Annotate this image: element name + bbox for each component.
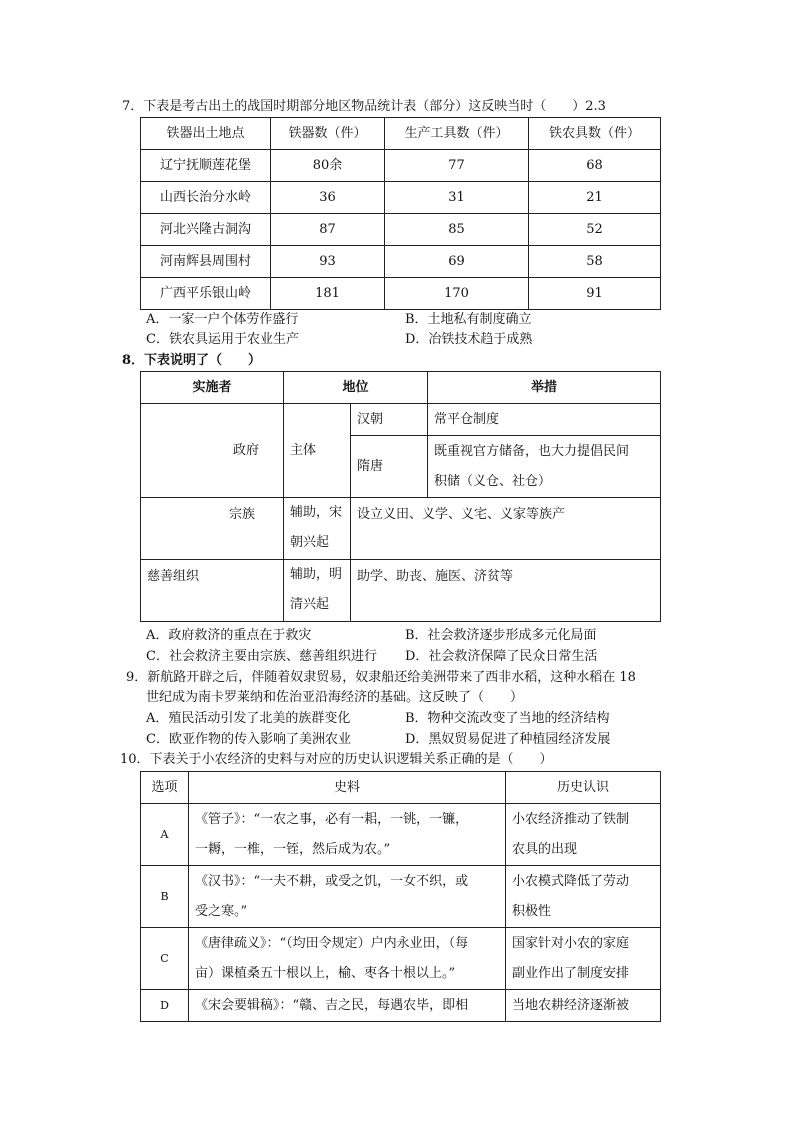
q8-header-cell: 举措: [428, 372, 661, 404]
q7-stem: 7．下表是考古出土的战国时期部分地区物品统计表（部分）这反映当时（ ）2.3: [122, 99, 606, 114]
table-row: [141, 928, 661, 990]
q10-source-cell: [189, 804, 506, 866]
q10-view-cell: [506, 866, 661, 928]
q8-han-measure-cell: 常平仓制度: [428, 404, 661, 436]
q10-view-line: 国家针对小农的家庭: [512, 935, 630, 951]
q10-source-line: 一耨，一椎，一铚，然后成为农。”: [195, 841, 391, 857]
table-row: [141, 498, 661, 560]
q10-source-line: 受之寒。”: [195, 903, 248, 919]
q7-option-a: A．一家一户个体劳作盛行: [146, 312, 299, 327]
q8-table: [140, 371, 661, 622]
q10-source-cell: [189, 866, 506, 928]
table-row: [141, 150, 661, 182]
q8-suitang-measure-cell: [428, 436, 661, 498]
table-cell: 87: [271, 214, 385, 246]
q8-option-d: D．社会救济保障了民众日常生活: [405, 649, 598, 664]
q10-header-row: [141, 772, 661, 804]
table-cell: 河南辉县周围村: [141, 246, 271, 278]
q10-header-cell: 选项: [141, 772, 189, 804]
q10-source-line: 亩）课植桑五十根以上，榆、枣各十根以上。”: [195, 965, 456, 981]
table-row: [141, 404, 661, 436]
q9-option-b: B．物种交流改变了当地的经济结构: [405, 711, 610, 726]
q10-view-line: 小农模式降低了劳动: [512, 873, 630, 889]
q10-view-line: 农具的出现: [512, 841, 578, 857]
q10-view-line: 小农经济推动了铁制: [512, 811, 630, 827]
q8-stem: 8．下表说明了（ ）: [122, 353, 262, 368]
q9-option-d: D．黑奴贸易促进了种植园经济发展: [405, 732, 611, 747]
q8-han-cell: 汉朝: [351, 404, 428, 436]
q10-option-cell: D: [141, 990, 189, 1022]
q10-view-cell: [506, 804, 661, 866]
q10-table: [140, 771, 661, 1022]
q9-stem-line1: 9．新航路开辟之后，伴随着奴隶贸易，奴隶船还给美洲带来了西非水稻，这种水稻在 18: [126, 670, 636, 685]
table-row: [141, 560, 661, 622]
q10-source-line: 《唐律疏义》：“（均田令规定）户内永业田，（每: [195, 935, 469, 951]
q9-option-a: A．殖民活动引发了北美的族群变化: [146, 711, 351, 726]
table-cell: 广西平乐银山岭: [141, 278, 271, 310]
table-cell: 58: [529, 246, 661, 278]
table-row: [141, 214, 661, 246]
q8-option-b: B．社会救济逐步形成多元化局面: [405, 628, 597, 643]
q8-option-a: A．政府救济的重点在于救灾: [146, 628, 312, 643]
q8-suitang-measure-line1: 既重视官方储备，也大力提倡民间: [434, 443, 630, 459]
q10-view-line: 积极性: [512, 903, 552, 919]
q8-clan-status-line2: 朝兴起: [290, 535, 330, 550]
q10-header-cell: 历史认识: [506, 772, 661, 804]
table-cell: 93: [271, 246, 385, 278]
q8-charity-cell: 慈善组织: [141, 560, 284, 622]
q7-header-cell: 生产工具数（件）: [385, 118, 529, 150]
q8-gov-cell: 政府: [141, 404, 284, 498]
q8-header-cell: 实施者: [141, 372, 284, 404]
q8-header-row: [141, 372, 661, 404]
q8-charity-status-cell: [284, 560, 351, 622]
table-cell: 80余: [271, 150, 385, 182]
q9-option-c: C．欧亚作物的传入影响了美洲农业: [146, 732, 351, 747]
q8-gov-status-cell: 主体: [284, 404, 351, 498]
table-row: [141, 278, 661, 310]
q8-clan-cell: 宗族: [141, 498, 284, 560]
q8-option-c: C．社会救济主要由宗族、慈善组织进行: [146, 649, 377, 664]
table-cell: 52: [529, 214, 661, 246]
q10-view-cell: [506, 928, 661, 990]
q10-option-cell: A: [141, 804, 189, 866]
table-row: [141, 866, 661, 928]
q8-clan-measure-cell: 设立义田、义学、义宅、义家等族产: [351, 498, 661, 560]
table-row: [141, 990, 661, 1022]
table-cell: 181: [271, 278, 385, 310]
table-row: [141, 804, 661, 866]
table-cell: 170: [385, 278, 529, 310]
table-cell: 河北兴隆古洞沟: [141, 214, 271, 246]
q8-clan-status-cell: [284, 498, 351, 560]
q8-charity-status-line2: 清兴起: [290, 597, 330, 612]
table-cell: 91: [529, 278, 661, 310]
q7-header-cell: 铁农具数（件）: [529, 118, 661, 150]
q10-source-line: 《管子》：“一农之事，必有一耜，一铫，一镰，: [195, 811, 469, 827]
q10-stem: 10．下表关于小农经济的史料与对应的历史认识逻辑关系正确的是（ ）: [120, 752, 553, 767]
q7-table: [140, 117, 661, 310]
table-cell: 77: [385, 150, 529, 182]
q10-source-line: 《汉书》：“一夫不耕，或受之饥，一女不织，或: [195, 873, 469, 889]
table-row: [141, 182, 661, 214]
q8-header-cell: 地位: [284, 372, 428, 404]
q8-clan-status-line1: 辅助，宋: [290, 505, 343, 520]
table-cell: 辽宁抚顺莲花堡: [141, 150, 271, 182]
table-cell: 85: [385, 214, 529, 246]
table-row: [141, 246, 661, 278]
q10-option-cell: C: [141, 928, 189, 990]
table-cell: 36: [271, 182, 385, 214]
table-cell: 21: [529, 182, 661, 214]
q8-suitang-measure-line2: 积储（义仓、社仓）: [434, 473, 552, 489]
table-cell: 69: [385, 246, 529, 278]
q9-stem-line2: 世纪成为南卡罗莱纳和佐治亚沿海经济的基础。这反映了（ ）: [146, 690, 524, 705]
q8-suitang-cell: 隋唐: [351, 436, 428, 498]
table-cell: 山西长治分水岭: [141, 182, 271, 214]
q10-view-line: 副业作出了制度安排: [512, 965, 630, 981]
q10-source-cell: [189, 928, 506, 990]
q7-option-c: C．铁农具运用于农业生产: [146, 332, 299, 347]
q10-source-cell: 《宋会要辑稿》：“赣、吉之民，每遇农毕，即相: [189, 990, 506, 1022]
q7-header-cell: 铁器出土地点: [141, 118, 271, 150]
q10-option-cell: B: [141, 866, 189, 928]
table-cell: 31: [385, 182, 529, 214]
q8-charity-status-line1: 辅助，明: [290, 567, 343, 582]
q7-header-row: [141, 118, 661, 150]
q10-header-cell: 史料: [189, 772, 506, 804]
q7-option-d: D．冶铁技术趋于成熟: [405, 332, 533, 347]
q10-view-cell: 当地农耕经济逐渐被: [506, 990, 661, 1022]
q7-header-cell: 铁器数（件）: [271, 118, 385, 150]
table-cell: 68: [529, 150, 661, 182]
q7-option-b: B．土地私有制度确立: [405, 312, 532, 327]
q8-charity-measure-cell: 助学、助丧、施医、济贫等: [351, 560, 661, 622]
